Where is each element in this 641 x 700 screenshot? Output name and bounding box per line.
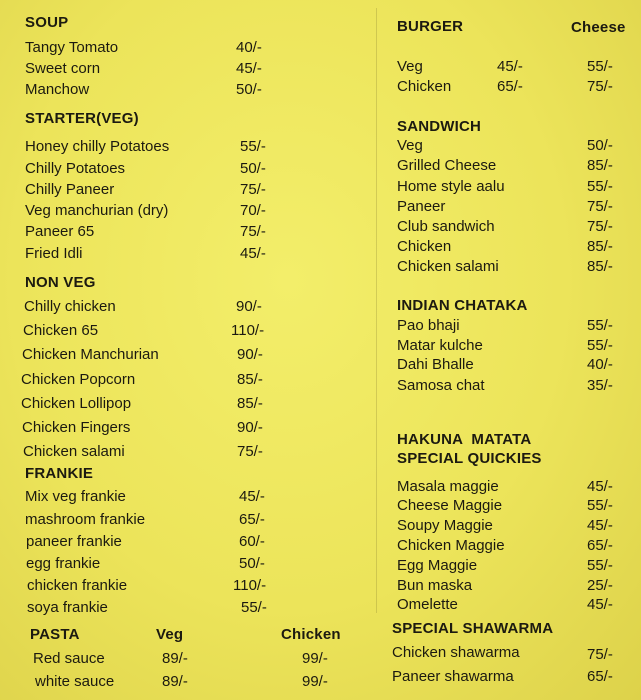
menu-item-price: 75/-	[587, 646, 613, 663]
menu-item-price: 75/-	[587, 198, 613, 215]
menu-item-price: 45/-	[240, 245, 266, 262]
menu-item-name: egg frankie	[26, 555, 101, 572]
menu-item-name: Bun maska	[397, 577, 473, 594]
menu-item-name: Manchow	[25, 81, 90, 98]
menu-item-name: Matar kulche	[397, 337, 483, 354]
menu-item-name: Chilly chicken	[24, 298, 116, 315]
menu-item-name: Chicken salami	[23, 443, 125, 460]
menu-item-name: Red sauce	[33, 650, 105, 667]
menu-item-name: Omelette	[397, 596, 458, 613]
menu-item-price: 50/-	[587, 137, 613, 154]
menu-item-price: 75/-	[240, 181, 266, 198]
menu-item-price: 35/-	[587, 377, 613, 394]
column-divider	[376, 8, 377, 613]
menu-item-price: 50/-	[240, 160, 266, 177]
menu-item-price: 55/-	[587, 337, 613, 354]
menu-item-name: Cheese Maggie	[397, 497, 503, 514]
menu-item-name: Masala maggie	[397, 478, 499, 495]
menu-item-name: Tangy Tomato	[25, 39, 119, 56]
menu-item-price: 45/-	[497, 58, 523, 75]
menu-item-price: 110/-	[233, 577, 267, 594]
menu-item-price: 65/-	[587, 537, 613, 554]
menu-item-price: 50/-	[236, 81, 262, 98]
menu-item-name: Chicken shawarma	[392, 644, 520, 661]
menu-item-name: Samosa chat	[397, 377, 485, 394]
menu-item-name: Chicken	[397, 238, 452, 255]
menu-item-price: 85/-	[587, 258, 613, 275]
menu-item-name: Egg Maggie	[397, 557, 478, 574]
menu-item-price: 85/-	[237, 371, 263, 388]
menu-item-name: Grilled Cheese	[397, 157, 497, 174]
menu-item-name: paneer frankie	[26, 533, 122, 550]
starter-veg-heading: STARTER(VEG)	[25, 110, 139, 127]
menu-item-price: 50/-	[239, 555, 265, 572]
menu-item-name: Chicken Lollipop	[21, 395, 132, 412]
menu-item-price: 45/-	[587, 478, 613, 495]
menu-item-price: 55/-	[240, 138, 266, 155]
menu-item-price: 45/-	[239, 488, 265, 505]
menu-item-price: 65/-	[239, 511, 265, 528]
menu-item-price: 65/-	[497, 78, 523, 95]
menu-item-name: Chicken Fingers	[22, 419, 131, 436]
menu-item-price: 45/-	[587, 517, 613, 534]
menu-item-name: white sauce	[35, 673, 115, 690]
menu-item-name: Dahi Bhalle	[397, 356, 474, 373]
menu-item-price: 85/-	[587, 238, 613, 255]
menu-item-name: Veg manchurian (dry)	[25, 202, 169, 219]
menu-item-name: Fried Idli	[25, 245, 83, 262]
menu-item-price: 40/-	[236, 39, 262, 56]
indian-chataka-heading: INDIAN CHATAKA	[397, 297, 528, 314]
menu-item-price: 45/-	[587, 596, 613, 613]
menu-item-price: 85/-	[237, 395, 263, 412]
menu-item-name: Club sandwich	[397, 218, 495, 235]
menu-item-veg-price: 89/-	[162, 650, 188, 667]
menu-item-price: 70/-	[240, 202, 266, 219]
shawarma-heading: SPECIAL SHAWARMA	[392, 620, 554, 637]
menu-item-name: Honey chilly Potatoes	[25, 138, 170, 155]
menu-item-name: soya frankie	[27, 599, 108, 616]
menu-item-name: Mix veg frankie	[25, 488, 126, 505]
menu-item-price: 90/-	[236, 298, 262, 315]
menu-item-name: Chicken Popcorn	[21, 371, 136, 388]
burger-heading: BURGER	[397, 18, 464, 35]
sandwich-heading: SANDWICH	[397, 118, 482, 135]
menu-item-name: Paneer	[397, 198, 446, 215]
menu-item-name: Chicken Manchurian	[22, 346, 159, 363]
menu-item-price: 75/-	[587, 218, 613, 235]
pasta-veg-column-label: Veg	[156, 626, 184, 643]
menu-item-name: Home style aalu	[397, 178, 505, 195]
menu-item-name: mashroom frankie	[25, 511, 146, 528]
menu-item-price: 55/-	[587, 317, 613, 334]
menu-item-price: 55/-	[241, 599, 267, 616]
menu-item-name: Pao bhaji	[397, 317, 460, 334]
burger-cheese-column-label: Cheese	[571, 19, 626, 36]
menu-item-price: 90/-	[237, 419, 263, 436]
quickies-heading-line2: SPECIAL QUICKIES	[397, 450, 542, 467]
menu-item-price: 90/-	[237, 346, 263, 363]
menu-item-name: Chicken salami	[397, 258, 499, 275]
menu-item-chicken-price: 99/-	[302, 650, 328, 667]
menu-item-price: 85/-	[587, 157, 613, 174]
menu-item-name: Chicken 65	[23, 322, 99, 339]
menu-item-name: Sweet corn	[25, 60, 101, 77]
menu-item-chicken-price: 99/-	[302, 673, 328, 690]
menu-item-name: Chilly Potatoes	[25, 160, 126, 177]
menu-item-price: 75/-	[240, 223, 266, 240]
menu-item-veg-price: 89/-	[162, 673, 188, 690]
menu-item-name: Chicken	[397, 78, 452, 95]
menu-item-cheese-price: 75/-	[587, 78, 613, 95]
pasta-heading: PASTA	[30, 626, 80, 643]
menu-item-price: 25/-	[587, 577, 613, 594]
menu-item-price: 55/-	[587, 557, 613, 574]
non-veg-heading: NON VEG	[25, 274, 96, 291]
menu-item-price: 45/-	[236, 60, 262, 77]
menu-item-name: Chilly Paneer	[25, 181, 115, 198]
menu-item-price: 55/-	[587, 497, 613, 514]
soup-heading: SOUP	[25, 14, 69, 31]
pasta-chicken-column-label: Chicken	[281, 626, 341, 643]
quickies-heading-line1: HAKUNA MATATA	[397, 431, 532, 448]
frankie-heading: FRANKIE	[25, 465, 94, 482]
menu-item-price: 65/-	[587, 668, 613, 685]
menu-item-price: 110/-	[231, 322, 265, 339]
menu-item-price: 60/-	[239, 533, 265, 550]
menu-item-price: 40/-	[587, 356, 613, 373]
menu-item-name: chicken frankie	[27, 577, 128, 594]
menu-item-name: Paneer shawarma	[392, 668, 514, 685]
menu-item-price: 75/-	[237, 443, 263, 460]
menu-item-name: Veg	[397, 137, 423, 154]
menu-item-name: Paneer 65	[25, 223, 95, 240]
menu-item-price: 55/-	[587, 178, 613, 195]
menu-item-name: Soupy Maggie	[397, 517, 493, 534]
menu-item-cheese-price: 55/-	[587, 58, 613, 75]
menu-item-name: Chicken Maggie	[397, 537, 505, 554]
menu-item-name: Veg	[397, 58, 423, 75]
